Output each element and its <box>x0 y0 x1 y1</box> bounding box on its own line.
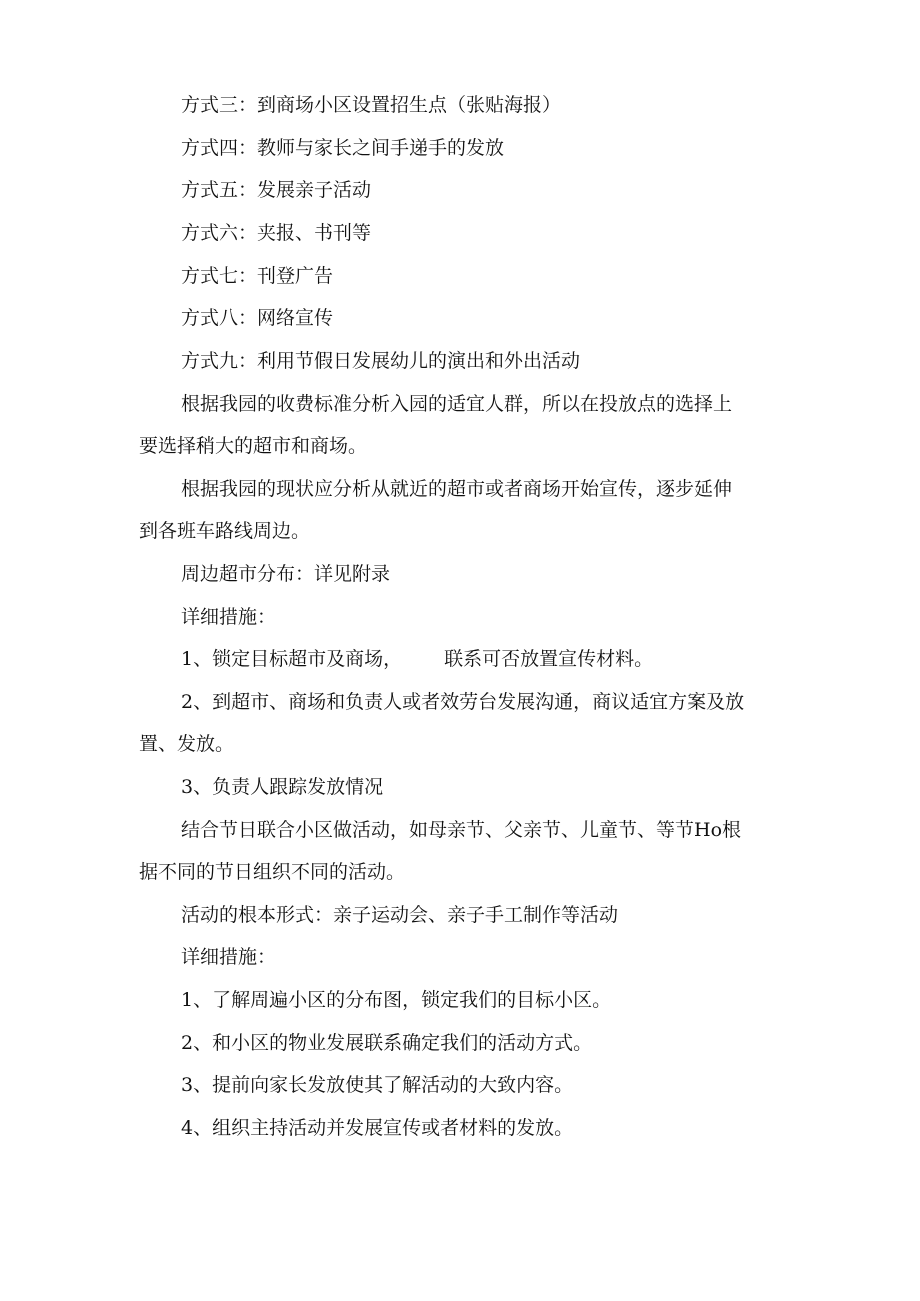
supermarket-distribution: 周边超市分布：详见附录 <box>181 563 391 585</box>
measure-1-item-1 <box>0 645 920 673</box>
method-three: 方式三：到商场小区设置招生点（张贴海报） <box>181 94 562 116</box>
paragraph-status-line-2: 到各班车路线周边。 <box>139 520 311 542</box>
measures-heading-1: 详细措施： <box>181 606 277 628</box>
measures-heading-2: 详细措施： <box>181 946 277 968</box>
paragraph-holiday-line-2: 据不同的节日组织不同的活动。 <box>139 861 406 883</box>
measure-1-item-2-line-2: 置、发放。 <box>139 733 235 755</box>
method-four: 方式四：教师与家长之间手递手的发放 <box>181 137 505 159</box>
paragraph-target-line-2: 要选择稍大的超市和商场。 <box>139 435 368 457</box>
measure-2-item-2: 2、和小区的物业发展联系确定我们的活动方式。 <box>181 1032 593 1054</box>
measure-2-item-3: 3、提前向家长发放使其了解活动的大致内容。 <box>181 1074 574 1096</box>
measure-2-item-4: 4、组织主持活动并发展宣传或者材料的发放。 <box>181 1117 574 1139</box>
paragraph-holiday-line-1: 结合节日联合小区做活动，如母亲节、父亲节、儿童节、等节Ho根 <box>181 819 742 841</box>
paragraph-target-line-1: 根据我园的收费标准分析入园的适宜人群，所以在投放点的选择上 <box>181 393 733 415</box>
method-five: 方式五：发展亲子活动 <box>181 179 372 201</box>
measure-1-item-2-line-1: 2、到超市、商场和负责人或者效劳台发展沟通，商议适宜方案及放 <box>181 691 745 713</box>
method-six: 方式六：夹报、书刊等 <box>181 222 372 244</box>
paragraph-status-line-1: 根据我园的现状应分析从就近的超市或者商场开始宣传，逐步延伸 <box>181 478 733 500</box>
measure-2-item-1: 1、了解周遍小区的分布图，锁定我们的目标小区。 <box>181 989 612 1011</box>
method-eight: 方式八：网络宣传 <box>181 307 334 329</box>
activity-form: 活动的根本形式：亲子运动会、亲子手工制作等活动 <box>181 904 619 926</box>
method-nine: 方式九：利用节假日发展幼儿的演出和外出活动 <box>181 350 581 372</box>
measure-1-item-1-part-b: 联系可否放置宣传材料。 <box>444 648 654 670</box>
measure-1-item-3: 3、负责人跟踪发放情况 <box>181 776 384 798</box>
measure-1-item-1-part-a: 1、锁定目标超市及商场， <box>181 648 403 670</box>
method-seven: 方式七：刊登广告 <box>181 265 334 287</box>
